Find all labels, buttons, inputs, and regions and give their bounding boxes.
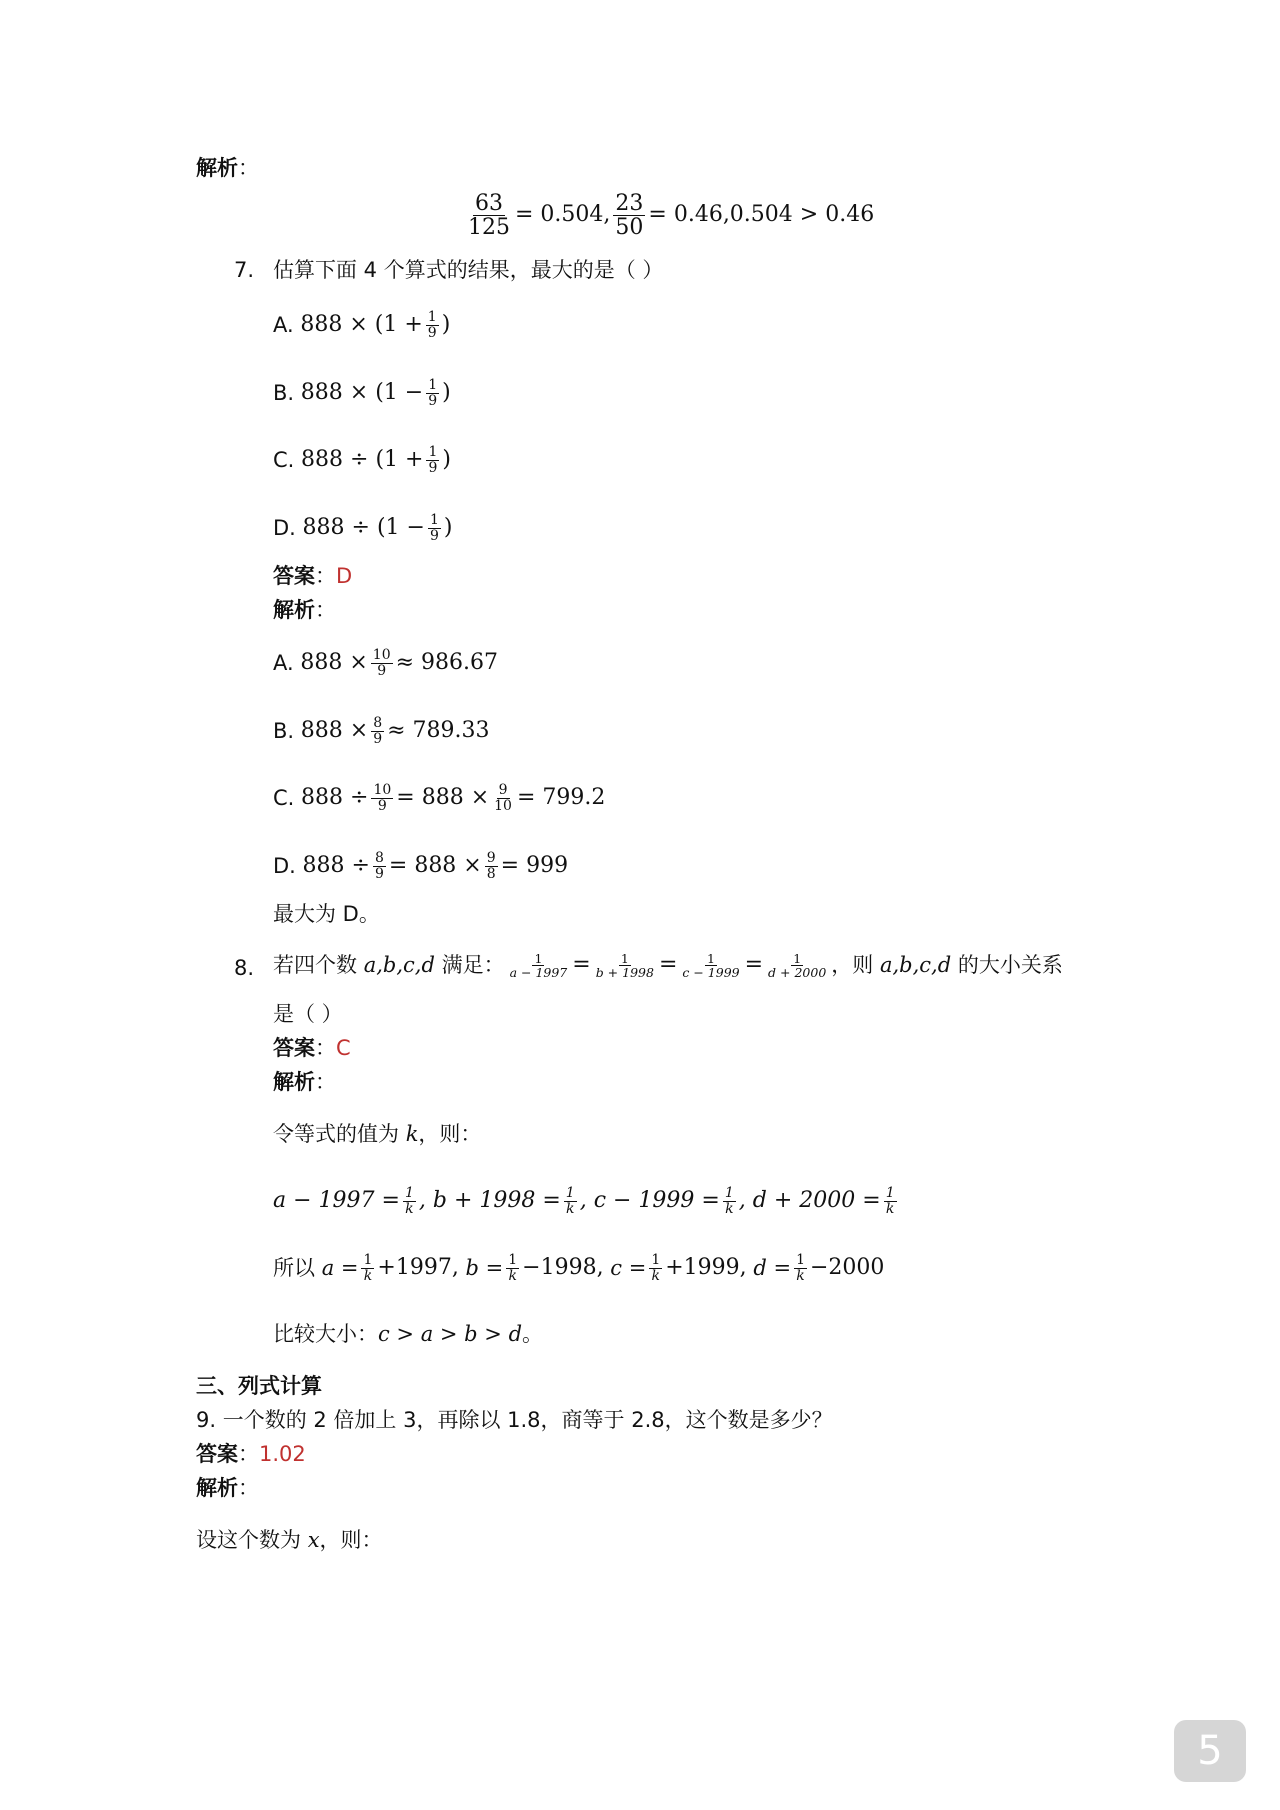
q7-option-d[interactable]: D. 888 ÷ (1 − $\frac{1}{9}$ ): [273, 512, 453, 544]
answer-value: D: [336, 564, 353, 588]
answer-value: C: [336, 1036, 351, 1060]
q8-solution-so: 所以 a = $\frac{1}{k}$ +1997, b = $\frac{1}{k}$ −1998, c = $\frac{1}{k}$ +1999, d = $\frac{1}{k}$ −2000: [273, 1252, 885, 1284]
q8-answer: 答案：C: [273, 1036, 351, 1060]
page-number-badge: 5: [1174, 1720, 1246, 1782]
fraction: $\frac{63}{125}$: [468, 191, 510, 241]
q7-option-a[interactable]: A. 888 × (1 + $\frac{1}{9}$ ): [273, 309, 451, 341]
q7-solution-c: C. 888 ÷ $\frac{10}{9}$ = 888 × $\frac{9}{10}$ = 799.2: [273, 782, 606, 814]
q8-solution-equations: a − 1997 = $\frac{1}{k}$ , b + 1998 = $\frac{1}{k}$ , c − 1999 = $\frac{1}{k}$ , d + 2000 = $\frac{1}{k}$: [273, 1185, 895, 1217]
q7-conclusion: 最大为 D。: [273, 902, 380, 926]
q7-question: 估算下面 4 个算式的结果，最大的是（ ）: [273, 258, 664, 282]
q7-solution-a: A. 888 × $\frac{10}{9}$ ≈ 986.67: [273, 647, 499, 679]
q7-option-c[interactable]: C. 888 ÷ (1 + $\frac{1}{9}$ ): [273, 444, 451, 476]
q9-question: 9. 一个数的 2 倍加上 3，再除以 1.8，商等于 2.8，这个数是多少？: [196, 1408, 833, 1432]
q7-solution-d: D. 888 ÷ $\frac{8}{9}$ = 888 × $\frac{9}{8}$ = 999: [273, 850, 569, 882]
q7-solution-b: B. 888 × $\frac{8}{9}$ ≈ 789.33: [273, 715, 490, 747]
q7-number: 7.: [234, 258, 255, 282]
q7-analysis-label: 解析：: [273, 598, 336, 622]
fraction: $\frac{23}{50}$: [615, 191, 644, 241]
q8-question-line2: 是（ ）: [273, 1002, 343, 1026]
q8-solution-compare: 比较大小：c > a > b > d。: [273, 1322, 544, 1346]
q9-answer: 答案：1.02: [196, 1442, 306, 1466]
q9-solution-intro: 设这个数为 x，则：: [196, 1528, 383, 1552]
q9-analysis-label: 解析：: [196, 1476, 259, 1500]
q8-question: 若四个数 a,b,c,d 满足： $\frac{1}{a - 1997}$ = $\frac{1}{b + 1998}$ = $\frac{1}{c - 1999}$ = $\frac{1}{d + 2000}$ ，则 a,b,c,d 的大小关系: [273, 951, 1063, 981]
section-title: 三、列式计算: [196, 1374, 322, 1398]
q8-analysis-label: 解析：: [273, 1070, 336, 1094]
q7-answer: 答案：D: [273, 564, 353, 588]
q8-solution-intro: 令等式的值为 k，则：: [273, 1122, 482, 1146]
answer-value: 1.02: [259, 1442, 306, 1466]
q8-number: 8.: [234, 956, 255, 980]
analysis-label: 解析：: [196, 156, 259, 180]
intro-formula: $\frac{63}{125}$ = 0.504, $\frac{23}{50}$ = 0.46,0.504 > 0.46: [468, 191, 875, 241]
q7-option-b[interactable]: B. 888 × (1 − $\frac{1}{9}$ ): [273, 377, 451, 409]
